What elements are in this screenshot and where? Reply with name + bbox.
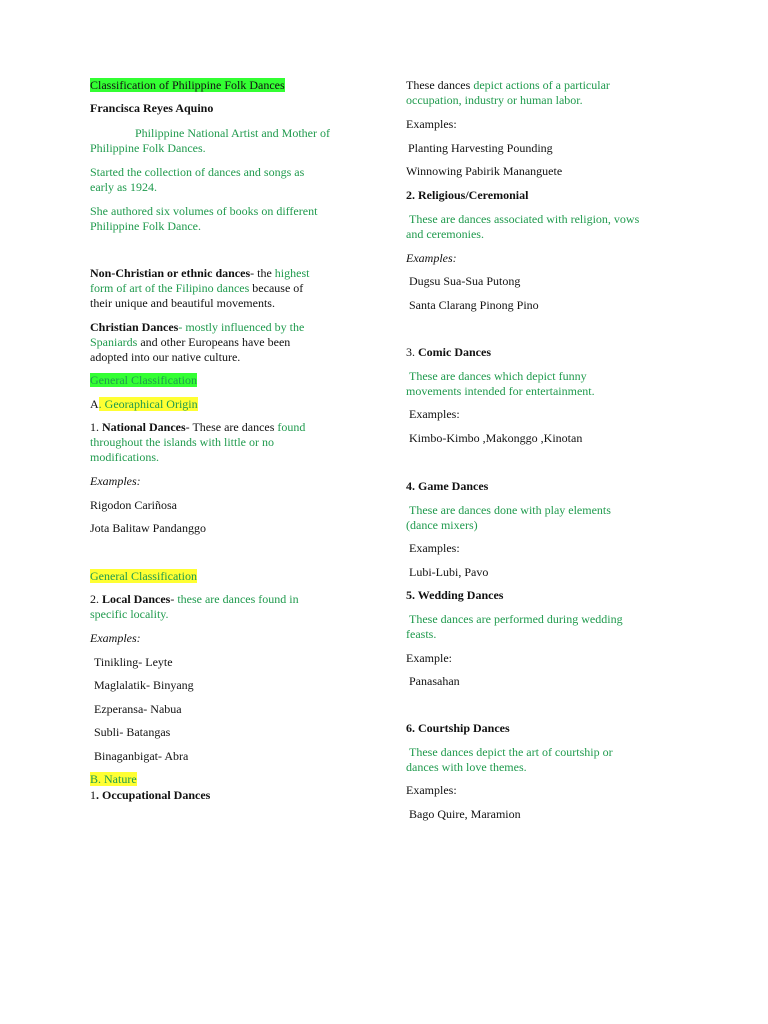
occ-desc-plain: These dances: [406, 78, 474, 92]
courtship-desc-line-1: These dances depict the art of courtship or: [409, 745, 613, 759]
national-green: found: [277, 420, 306, 434]
wedding-desc-line-1: These dances are performed during wedding: [409, 612, 623, 626]
christian-line2-rest: and other Europeans have been: [137, 335, 291, 349]
christian-term: Christian Dances: [90, 320, 179, 334]
nonchristian-line-1: [90, 266, 309, 281]
occupational-num: 1: [90, 788, 96, 802]
bio-line-1: Philippine National Artist and Mother of: [135, 126, 330, 140]
national-line-3: modifications.: [90, 450, 159, 464]
christian-line2-green: Spaniards: [90, 335, 138, 349]
christian-line-2: [90, 335, 290, 350]
comic-desc-line-2: movements intended for entertainment.: [406, 384, 595, 398]
local-example-3: Ezperansa- Nabua: [94, 702, 182, 716]
nonchristian-green: highest: [274, 266, 310, 280]
occupational-desc-line-1: [406, 78, 610, 93]
christian-line-3: adopted into our native culture.: [90, 350, 241, 364]
local-example-1: Tinikling- Leyte: [94, 655, 173, 669]
game-examples-label: Examples:: [409, 541, 460, 555]
comic-desc-line-1: These are dances which depict funny: [409, 369, 587, 383]
geographical-origin-heading: [90, 397, 198, 412]
general-classification-heading-1: [90, 373, 197, 388]
nonchristian-line-2: [90, 281, 303, 296]
wedding-examples-label: Example:: [406, 651, 452, 665]
religious-example-1: Dugsu Sua-Sua Putong: [409, 274, 521, 288]
general-classification-text-1: General Classification: [90, 373, 197, 387]
occupational-term: . Occupational Dances: [96, 788, 211, 802]
occupational-example-1: Planting Harvesting Pounding: [408, 141, 553, 155]
national-line-1: [90, 420, 305, 435]
occupational-heading: [90, 788, 210, 803]
doc-title-text: Classification of Philippine Folk Dances: [90, 78, 285, 92]
national-example-2: Jota Balitaw Pandanggo: [90, 521, 206, 535]
religious-heading: 2. Religious/Ceremonial: [406, 188, 529, 202]
bio3-line-1: She authored six volumes of books on different: [90, 204, 318, 218]
wedding-desc-line-2: feasts.: [406, 627, 437, 641]
occupational-example-2: Winnowing Pabirik Mananguete: [406, 164, 563, 178]
bio-line-2: Philippine Folk Dances.: [90, 141, 206, 155]
author-name: Francisca Reyes Aquino: [90, 101, 214, 115]
wedding-heading: 5. Wedding Dances: [406, 588, 504, 602]
game-example-1: Lubi-Lubi, Pavo: [409, 565, 489, 579]
nature-text: B. Nature: [90, 772, 137, 786]
national-examples-label: Examples:: [90, 474, 141, 488]
religious-desc-line-1: These are dances associated with religion, vows: [409, 212, 640, 226]
local-examples-label: Examples:: [90, 631, 141, 645]
local-example-4: Subli- Batangas: [94, 725, 171, 739]
nonchristian-line2-green: form of art of the Filipino dances: [90, 281, 250, 295]
bio3-line-2: Philippine Folk Dance.: [90, 219, 201, 233]
local-example-5: Binaganbigat- Abra: [94, 749, 189, 763]
game-desc-line-2: (dance mixers): [406, 518, 478, 532]
bio2-line-1: Started the collection of dances and songs as: [90, 165, 305, 179]
nonchristian-line2-rest: because of: [249, 281, 304, 295]
nonchristian-dash: - the: [250, 266, 275, 280]
comic-term: Comic Dances: [418, 345, 491, 359]
national-term: National Dances: [102, 420, 186, 434]
religious-example-2: Santa Clarang Pinong Pino: [409, 298, 539, 312]
christian-green: - mostly influenced by the: [178, 320, 305, 334]
comic-num: 3.: [406, 345, 418, 359]
national-example-1: Rigodon Cariñosa: [90, 498, 177, 512]
local-line-2: specific locality.: [90, 607, 169, 621]
local-dash: -: [170, 592, 178, 606]
courtship-examples-label: Examples:: [406, 783, 457, 797]
general-classification-text-2: General Classification: [90, 569, 197, 583]
religious-desc-line-2: and ceremonies.: [406, 227, 484, 241]
national-rest: - These are dances: [185, 420, 278, 434]
local-example-2: Maglalatik- Binyang: [94, 678, 194, 692]
general-classification-heading-2: [90, 569, 197, 584]
wedding-example-1: Panasahan: [409, 674, 460, 688]
occupational-desc-line-2: occupation, industry or human labor.: [406, 93, 583, 107]
game-heading: 4. Game Dances: [406, 479, 489, 493]
bio2-line-2: early as 1924.: [90, 180, 157, 194]
occupational-examples-label: Examples:: [406, 117, 457, 131]
game-desc-line-1: These are dances done with play elements: [409, 503, 611, 517]
doc-title: [90, 78, 285, 93]
courtship-desc-line-2: dances with love themes.: [406, 760, 527, 774]
christian-line-1: [90, 320, 304, 335]
religious-examples-label: Examples:: [406, 251, 457, 265]
comic-examples-label: Examples:: [409, 407, 460, 421]
nature-heading: [90, 772, 137, 787]
geo-label: . Georaphical Origin: [98, 397, 198, 411]
geo-prefix: A: [90, 397, 99, 411]
local-num: 2.: [90, 592, 102, 606]
national-num: 1.: [90, 420, 102, 434]
local-green: these are dances found in: [177, 592, 299, 606]
local-line-1: [90, 592, 299, 607]
national-line-2: throughout the islands with little or no: [90, 435, 274, 449]
courtship-example-1: Bago Quire, Maramion: [409, 807, 521, 821]
courtship-heading: 6. Courtship Dances: [406, 721, 510, 735]
nonchristian-term: Non-Christian or ethnic dances: [90, 266, 251, 280]
nonchristian-line-3: their unique and beautiful movements.: [90, 296, 275, 310]
comic-heading: [406, 345, 491, 360]
local-term: Local Dances: [102, 592, 171, 606]
occ-desc-green: depict actions of a particular: [473, 78, 610, 92]
comic-example-1: Kimbo-Kimbo ,Makonggo ,Kinotan: [409, 431, 583, 445]
